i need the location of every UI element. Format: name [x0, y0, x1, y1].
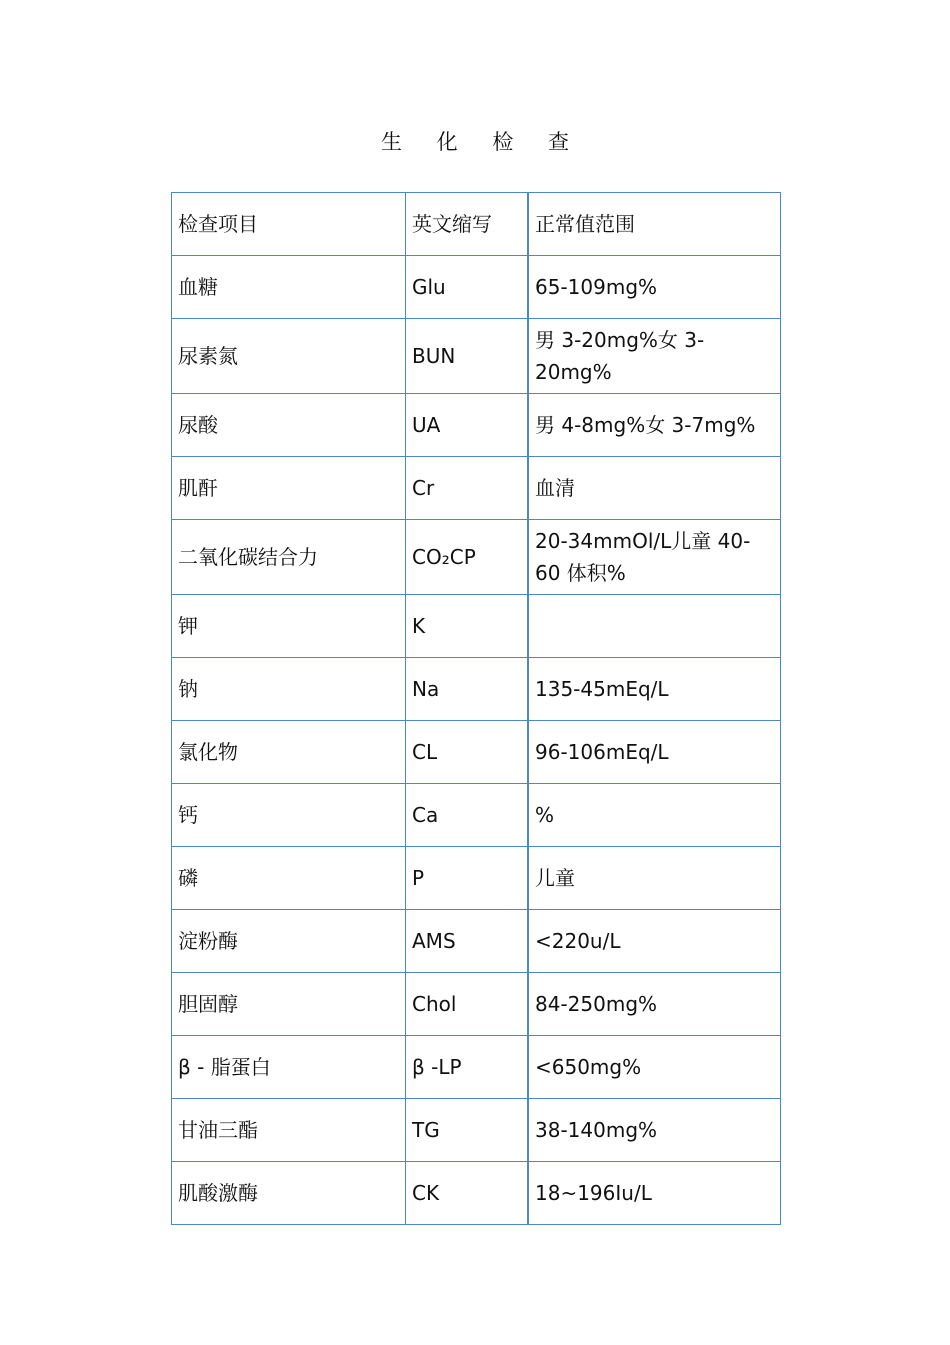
cell-normal-range: 男 3-20mg%女 3-20mg% [528, 319, 781, 394]
table-row [172, 721, 781, 784]
cell-item-name: 磷 [172, 847, 406, 910]
table-row [172, 595, 781, 658]
table-row [172, 973, 781, 1036]
cell-item-name: 钙 [172, 784, 406, 847]
cell-item-name: 淀粉酶 [172, 910, 406, 973]
cell-item-name: 二氧化碳结合力 [172, 520, 406, 595]
table-row [172, 658, 781, 721]
document-title: 生 化 检 查 [380, 130, 584, 154]
cell-normal-range: 135-45mEq/L [528, 658, 781, 721]
header-item-name: 检查项目 [172, 193, 406, 256]
cell-normal-range: <220u/L [528, 910, 781, 973]
cell-abbreviation: UA [406, 394, 529, 457]
table-row [172, 1036, 781, 1099]
cell-abbreviation: Glu [406, 256, 529, 319]
cell-abbreviation: BUN [406, 319, 529, 394]
cell-abbreviation: CL [406, 721, 529, 784]
table-row [172, 784, 781, 847]
table-row [172, 847, 781, 910]
cell-item-name: 肌酐 [172, 457, 406, 520]
table-row [172, 457, 781, 520]
cell-normal-range: 18~196Iu/L [528, 1162, 781, 1225]
cell-normal-range: 38-140mg% [528, 1099, 781, 1162]
cell-abbreviation: AMS [406, 910, 529, 973]
cell-abbreviation: CO₂CP [406, 520, 529, 595]
cell-item-name: 氯化物 [172, 721, 406, 784]
cell-normal-range: 男 4-8mg%女 3-7mg% [528, 394, 781, 457]
cell-normal-range [528, 595, 781, 658]
header-normal-range: 正常值范围 [528, 193, 781, 256]
table-row [172, 256, 781, 319]
cell-normal-range: % [528, 784, 781, 847]
cell-normal-range: 84-250mg% [528, 973, 781, 1036]
cell-item-name: β - 脂蛋白 [172, 1036, 406, 1099]
table-row [172, 520, 781, 595]
cell-normal-range: 65-109mg% [528, 256, 781, 319]
cell-normal-range: 96-106mEq/L [528, 721, 781, 784]
cell-abbreviation: Cr [406, 457, 529, 520]
table-row [172, 394, 781, 457]
cell-normal-range: <650mg% [528, 1036, 781, 1099]
cell-item-name: 钾 [172, 595, 406, 658]
table-row [172, 1099, 781, 1162]
cell-normal-range: 20-34mmOl/L儿童 40-60 体积% [528, 520, 781, 595]
cell-item-name: 尿素氮 [172, 319, 406, 394]
cell-abbreviation: Ca [406, 784, 529, 847]
cell-item-name: 肌酸激酶 [172, 1162, 406, 1225]
cell-item-name: 血糖 [172, 256, 406, 319]
cell-abbreviation: Chol [406, 973, 529, 1036]
cell-abbreviation: Na [406, 658, 529, 721]
lab-reference-table [171, 192, 781, 1225]
cell-abbreviation: TG [406, 1099, 529, 1162]
table-row [172, 1162, 781, 1225]
cell-normal-range: 血清 [528, 457, 781, 520]
cell-abbreviation: P [406, 847, 529, 910]
table-row [172, 319, 781, 394]
cell-item-name: 钠 [172, 658, 406, 721]
cell-item-name: 尿酸 [172, 394, 406, 457]
cell-abbreviation: K [406, 595, 529, 658]
table-row [172, 910, 781, 973]
cell-abbreviation: β -LP [406, 1036, 529, 1099]
cell-item-name: 胆固醇 [172, 973, 406, 1036]
cell-abbreviation: CK [406, 1162, 529, 1225]
cell-normal-range: 儿童 [528, 847, 781, 910]
table-header-row [172, 193, 781, 256]
header-abbreviation: 英文缩写 [406, 193, 529, 256]
cell-item-name: 甘油三酯 [172, 1099, 406, 1162]
